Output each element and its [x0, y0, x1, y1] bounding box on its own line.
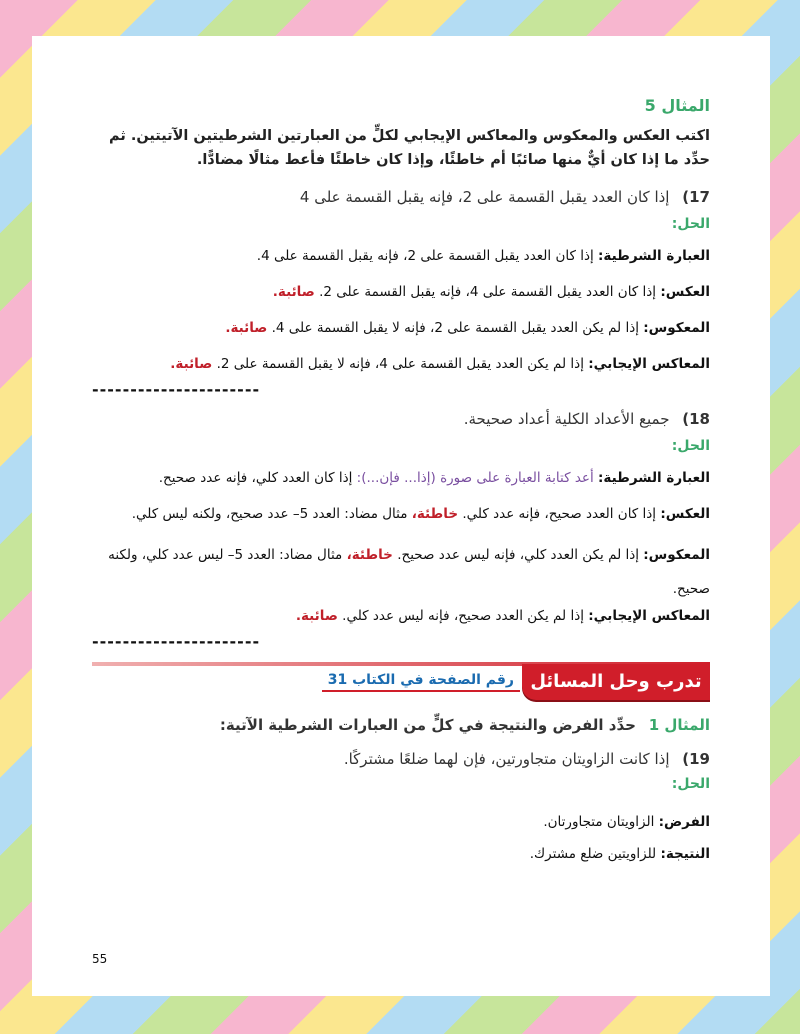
q18-contrapositive-text: إذا لم يكن العدد صحيح، فإنه ليس عدد كلي.: [342, 608, 584, 624]
q17-solution-label: الحل:: [671, 216, 710, 232]
practice-banner: تدرب وحل المسائل: [522, 664, 710, 700]
question-17: [92, 188, 710, 206]
question-19-text: إذا كانت الزاويتان متجاورتين، فإن لهما ضلعًا مشتركًا.: [343, 750, 670, 768]
question-19-number: 19): [682, 750, 710, 768]
q18-converse-text: إذا كان العدد صحيح، فإنه عدد كلي.: [462, 506, 657, 522]
q18-inverse-label: المعكوس:: [643, 547, 710, 563]
q17-converse-label: العكس:: [660, 284, 710, 300]
q17-conditional-text: إذا كان العدد يقبل القسمة على 2، فإنه يقبل القسمة على 4.: [256, 248, 594, 264]
example-1: [92, 716, 710, 734]
q18-inverse-verdict: خاطئة،: [346, 547, 393, 563]
q19-hypothesis-text: الزاويتان متجاورتان.: [543, 814, 655, 830]
q17-converse-verdict: صائبة.: [272, 284, 315, 300]
question-19: [92, 750, 710, 768]
q17-converse: [92, 280, 710, 304]
q17-contrapositive-verdict: صائبة.: [170, 356, 213, 372]
question-18-number: 18): [682, 410, 710, 428]
q18-converse-counter: مثال مضاد: العدد 5– عدد صحيح، ولكنه ليس كلي.: [131, 506, 408, 522]
q18-solution-label: الحل:: [671, 438, 710, 454]
example-1-title: المثال 1: [648, 716, 710, 734]
q19-conclusion: [92, 842, 710, 866]
book-page-reference: رقم الصفحة في الكتاب 31: [322, 672, 520, 692]
example-1-instruction: حدِّد الفرض والنتيجة في كلٍّ من العبارات الشرطية الآتية:: [219, 716, 636, 734]
q18-conditional-hint: أعد كتابة العبارة على صورة (إذا... فإن...):: [356, 470, 594, 486]
q17-inverse-verdict: صائبة.: [225, 320, 268, 336]
q18-converse-label: العكس:: [660, 506, 710, 522]
q17-converse-text: إذا كان العدد يقبل القسمة على 4، فإنه يقبل القسمة على 2.: [319, 284, 657, 300]
q19-conclusion-text: للزاويتين ضلع مشترك.: [529, 846, 657, 862]
q17-inverse-text: إذا لم يكن العدد يقبل القسمة على 2، فإنه لا يقبل القسمة على 4.: [271, 320, 639, 336]
q19-hypothesis: [92, 810, 710, 834]
worksheet-page: [32, 36, 770, 996]
q18-inverse-text: إذا لم يكن العدد كلي، فإنه ليس عدد صحيح.: [397, 547, 639, 563]
q18-inverse: [92, 538, 710, 606]
q19-conclusion-label: النتيجة:: [660, 846, 710, 862]
q17-contrapositive-text: إذا لم يكن العدد يقبل القسمة على 4، فإنه لا يقبل القسمة على 2.: [216, 356, 584, 372]
q18-converse-verdict: خاطئة،: [411, 506, 459, 522]
q18-conditional-text: إذا كان العدد كلي، فإنه عدد صحيح.: [158, 470, 353, 486]
q18-converse: [92, 502, 710, 526]
page-number: 55: [92, 952, 108, 966]
q18-contrapositive: [92, 604, 710, 628]
q17-inverse: [92, 316, 710, 340]
q17-inverse-label: المعكوس:: [643, 320, 710, 336]
question-17-text: إذا كان العدد يقبل القسمة على 2، فإنه يقبل القسمة على 4: [299, 188, 670, 206]
q17-conditional: [92, 244, 710, 268]
q17-conditional-label: العبارة الشرطية:: [598, 248, 710, 264]
q17-contrapositive-label: المعاكس الإيجابي:: [588, 356, 710, 372]
q18-conditional: [92, 466, 710, 490]
example-5-intro: اكتب العكس والمعكوس والمعاكس الإيجابي لكلٍّ من العبارتين الشرطيتين الآتيتين. ثم حدِّد ما إذا كان أيٌّ منها صائبًا أم خاطئًا، وإذا كان خاطئًا فأعط مثالًا مضادًّا.: [108, 128, 710, 168]
q18-conditional-label: العبارة الشرطية:: [598, 470, 710, 486]
separator-2: ----------------------: [92, 632, 261, 651]
q19-hypothesis-label: الفرض:: [658, 814, 710, 830]
question-18-text: جميع الأعداد الكلية أعداد صحيحة.: [463, 410, 670, 428]
question-17-number: 17): [682, 188, 710, 206]
q17-contrapositive: [92, 352, 710, 376]
question-18: [92, 410, 710, 428]
q18-inverse-counter: مثال مضاد: العدد 5– ليس عدد كلي، ولكنه صحيح.: [108, 547, 710, 597]
example-5-title: المثال 5: [644, 96, 710, 115]
q19-solution-label: الحل:: [671, 776, 710, 792]
q18-contrapositive-label: المعاكس الإيجابي:: [588, 608, 710, 624]
q18-contrapositive-verdict: صائبة.: [295, 608, 338, 624]
separator-1: ----------------------: [92, 380, 261, 399]
